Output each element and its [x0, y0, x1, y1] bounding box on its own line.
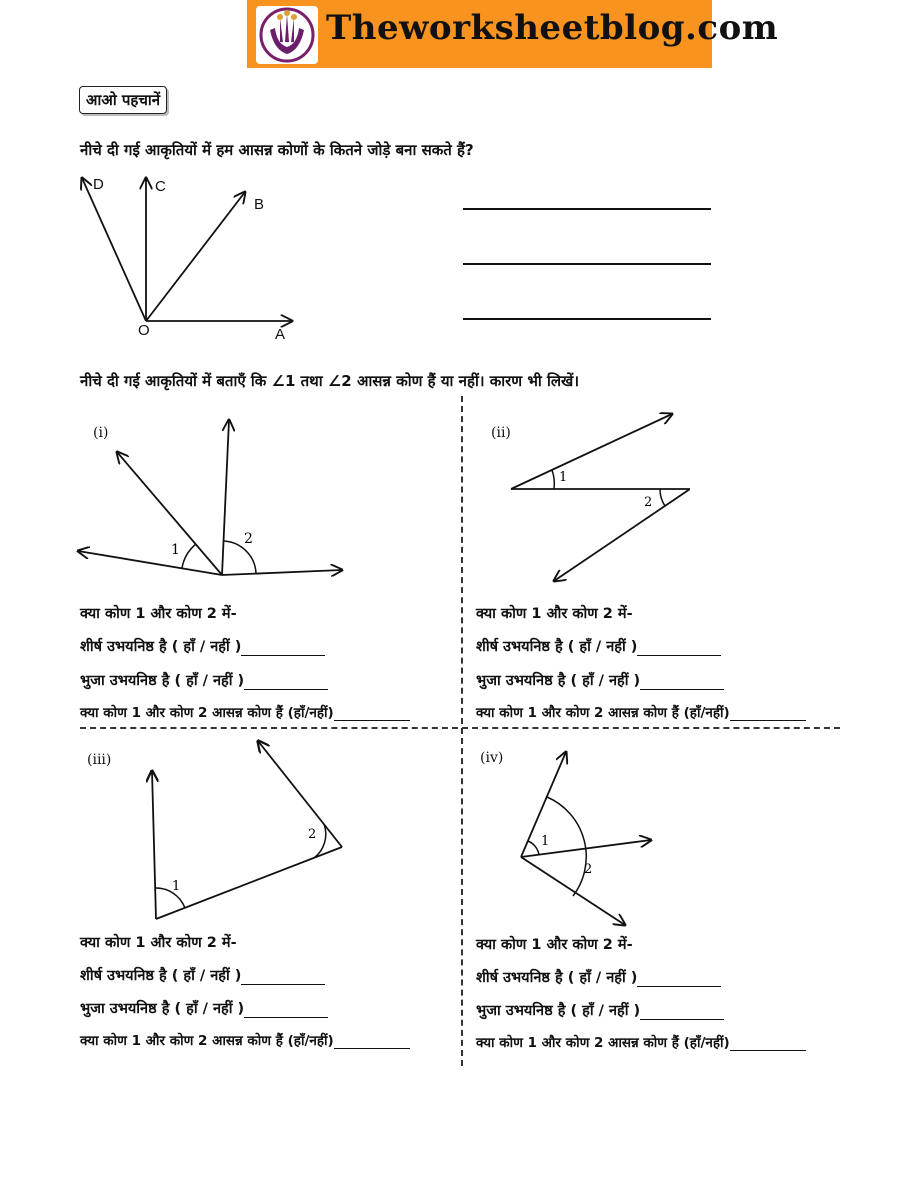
ray: [117, 452, 222, 575]
question-line: क्या कोण 1 और कोण 2 में-: [80, 935, 237, 951]
question-line: शीर्ष उभयनिष्ठ है ( हाँ / नहीं ): [476, 636, 721, 656]
question-1: नीचे दी गई आकृतियों में हम आसन्न कोणों के कितने जोड़े बना सकते हैं?: [80, 141, 474, 159]
figure-label: (ii): [491, 425, 511, 441]
answer-blank[interactable]: [334, 1034, 410, 1049]
figure-iii: [140, 735, 355, 925]
answer-blank[interactable]: [640, 1005, 724, 1020]
question-line: भुजा उभयनिष्ठ है ( हाँ / नहीं ): [476, 1000, 724, 1020]
question-line: क्या कोण 1 और कोण 2 में-: [476, 937, 633, 953]
answer-blank[interactable]: [637, 641, 721, 656]
ray: [554, 489, 690, 581]
answer-line[interactable]: [463, 208, 711, 210]
question-line: शीर्ष उभयनिष्ठ है ( हाँ / नहीं ): [476, 967, 721, 987]
answer-blank[interactable]: [730, 1036, 806, 1051]
figure-ii: [500, 405, 690, 585]
question-line: क्या कोण 1 और कोण 2 में-: [80, 606, 237, 622]
question-line: भुजा उभयनिष्ठ है ( हाँ / नहीं ): [80, 670, 328, 690]
question-line: शीर्ष उभयनिष्ठ है ( हाँ / नहीं ): [80, 636, 325, 656]
answer-blank[interactable]: [730, 706, 806, 721]
angle-1-label: 1: [541, 834, 550, 849]
question-line: क्या कोण 1 और कोण 2 आसन्न कोण हैं (हाँ/नहीं): [476, 1033, 806, 1051]
answer-line[interactable]: [463, 263, 711, 265]
figure-q1-rays: [70, 170, 310, 350]
question-line: क्या कोण 1 और कोण 2 आसन्न कोण हैं (हाँ/नहीं): [476, 703, 806, 721]
angle-1-label: 1: [171, 542, 180, 558]
angle-1-label: 1: [172, 879, 181, 894]
divider-vertical: [461, 396, 463, 1066]
figure-i: [70, 410, 360, 590]
angle-arc: [528, 841, 539, 855]
logo-hands-icon: [256, 6, 318, 64]
ray: [521, 857, 625, 925]
answer-blank[interactable]: [241, 641, 325, 656]
point-C: C: [155, 178, 166, 195]
figure-iv: [505, 745, 665, 935]
ray: [511, 414, 672, 489]
question-line: क्या कोण 1 और कोण 2 आसन्न कोण हैं (हाँ/नहीं): [80, 703, 410, 721]
answer-blank[interactable]: [334, 706, 410, 721]
brand-name[interactable]: Theworksheetblog.com: [326, 8, 779, 48]
question-line: भुजा उभयनिष्ठ है ( हाँ / नहीं ): [80, 998, 328, 1018]
question-line: क्या कोण 1 और कोण 2 में-: [476, 606, 633, 622]
point-B: B: [254, 196, 265, 213]
figure-label: (i): [93, 425, 109, 441]
angle-arc: [182, 544, 196, 568]
angle-2-label: 2: [244, 531, 253, 547]
divider-horizontal: [80, 727, 840, 729]
angle-arc: [547, 797, 586, 896]
figure-label: (iv): [480, 750, 504, 766]
answer-blank[interactable]: [241, 970, 325, 985]
point-D: D: [93, 176, 104, 193]
angle-1-label: 1: [559, 470, 568, 485]
ray: [222, 570, 342, 575]
angle-arc: [155, 888, 185, 908]
question-line: भुजा उभयनिष्ठ है ( हाँ / नहीं ): [476, 670, 724, 690]
logo: [256, 6, 318, 64]
angle-arc: [660, 489, 665, 506]
figure-label: (iii): [87, 752, 112, 768]
ray-OB: [146, 192, 245, 321]
ray-OD: [82, 178, 146, 321]
ray: [152, 771, 156, 919]
angle-arc: [552, 470, 554, 489]
answer-line[interactable]: [463, 318, 711, 320]
answer-blank[interactable]: [640, 675, 724, 690]
section-title: आओ पहचानें: [79, 86, 167, 114]
ray: [78, 551, 222, 575]
ray: [222, 420, 229, 575]
point-O: O: [138, 322, 150, 339]
answer-blank[interactable]: [244, 675, 328, 690]
answer-blank[interactable]: [637, 972, 721, 987]
answer-blank[interactable]: [244, 1003, 328, 1018]
question-2: नीचे दी गई आकृतियों में बताएँ कि ∠1 तथा ∠2 आसन्न कोण हैं या नहीं। कारण भी लिखें।: [80, 372, 580, 390]
angle-2-label: 2: [584, 862, 593, 877]
angle-2-label: 2: [644, 495, 653, 510]
angle-2-label: 2: [308, 827, 317, 842]
question-line: शीर्ष उभयनिष्ठ है ( हाँ / नहीं ): [80, 965, 325, 985]
question-line: क्या कोण 1 और कोण 2 आसन्न कोण हैं (हाँ/नहीं): [80, 1031, 410, 1049]
ray: [258, 741, 342, 847]
point-A: A: [275, 326, 286, 343]
